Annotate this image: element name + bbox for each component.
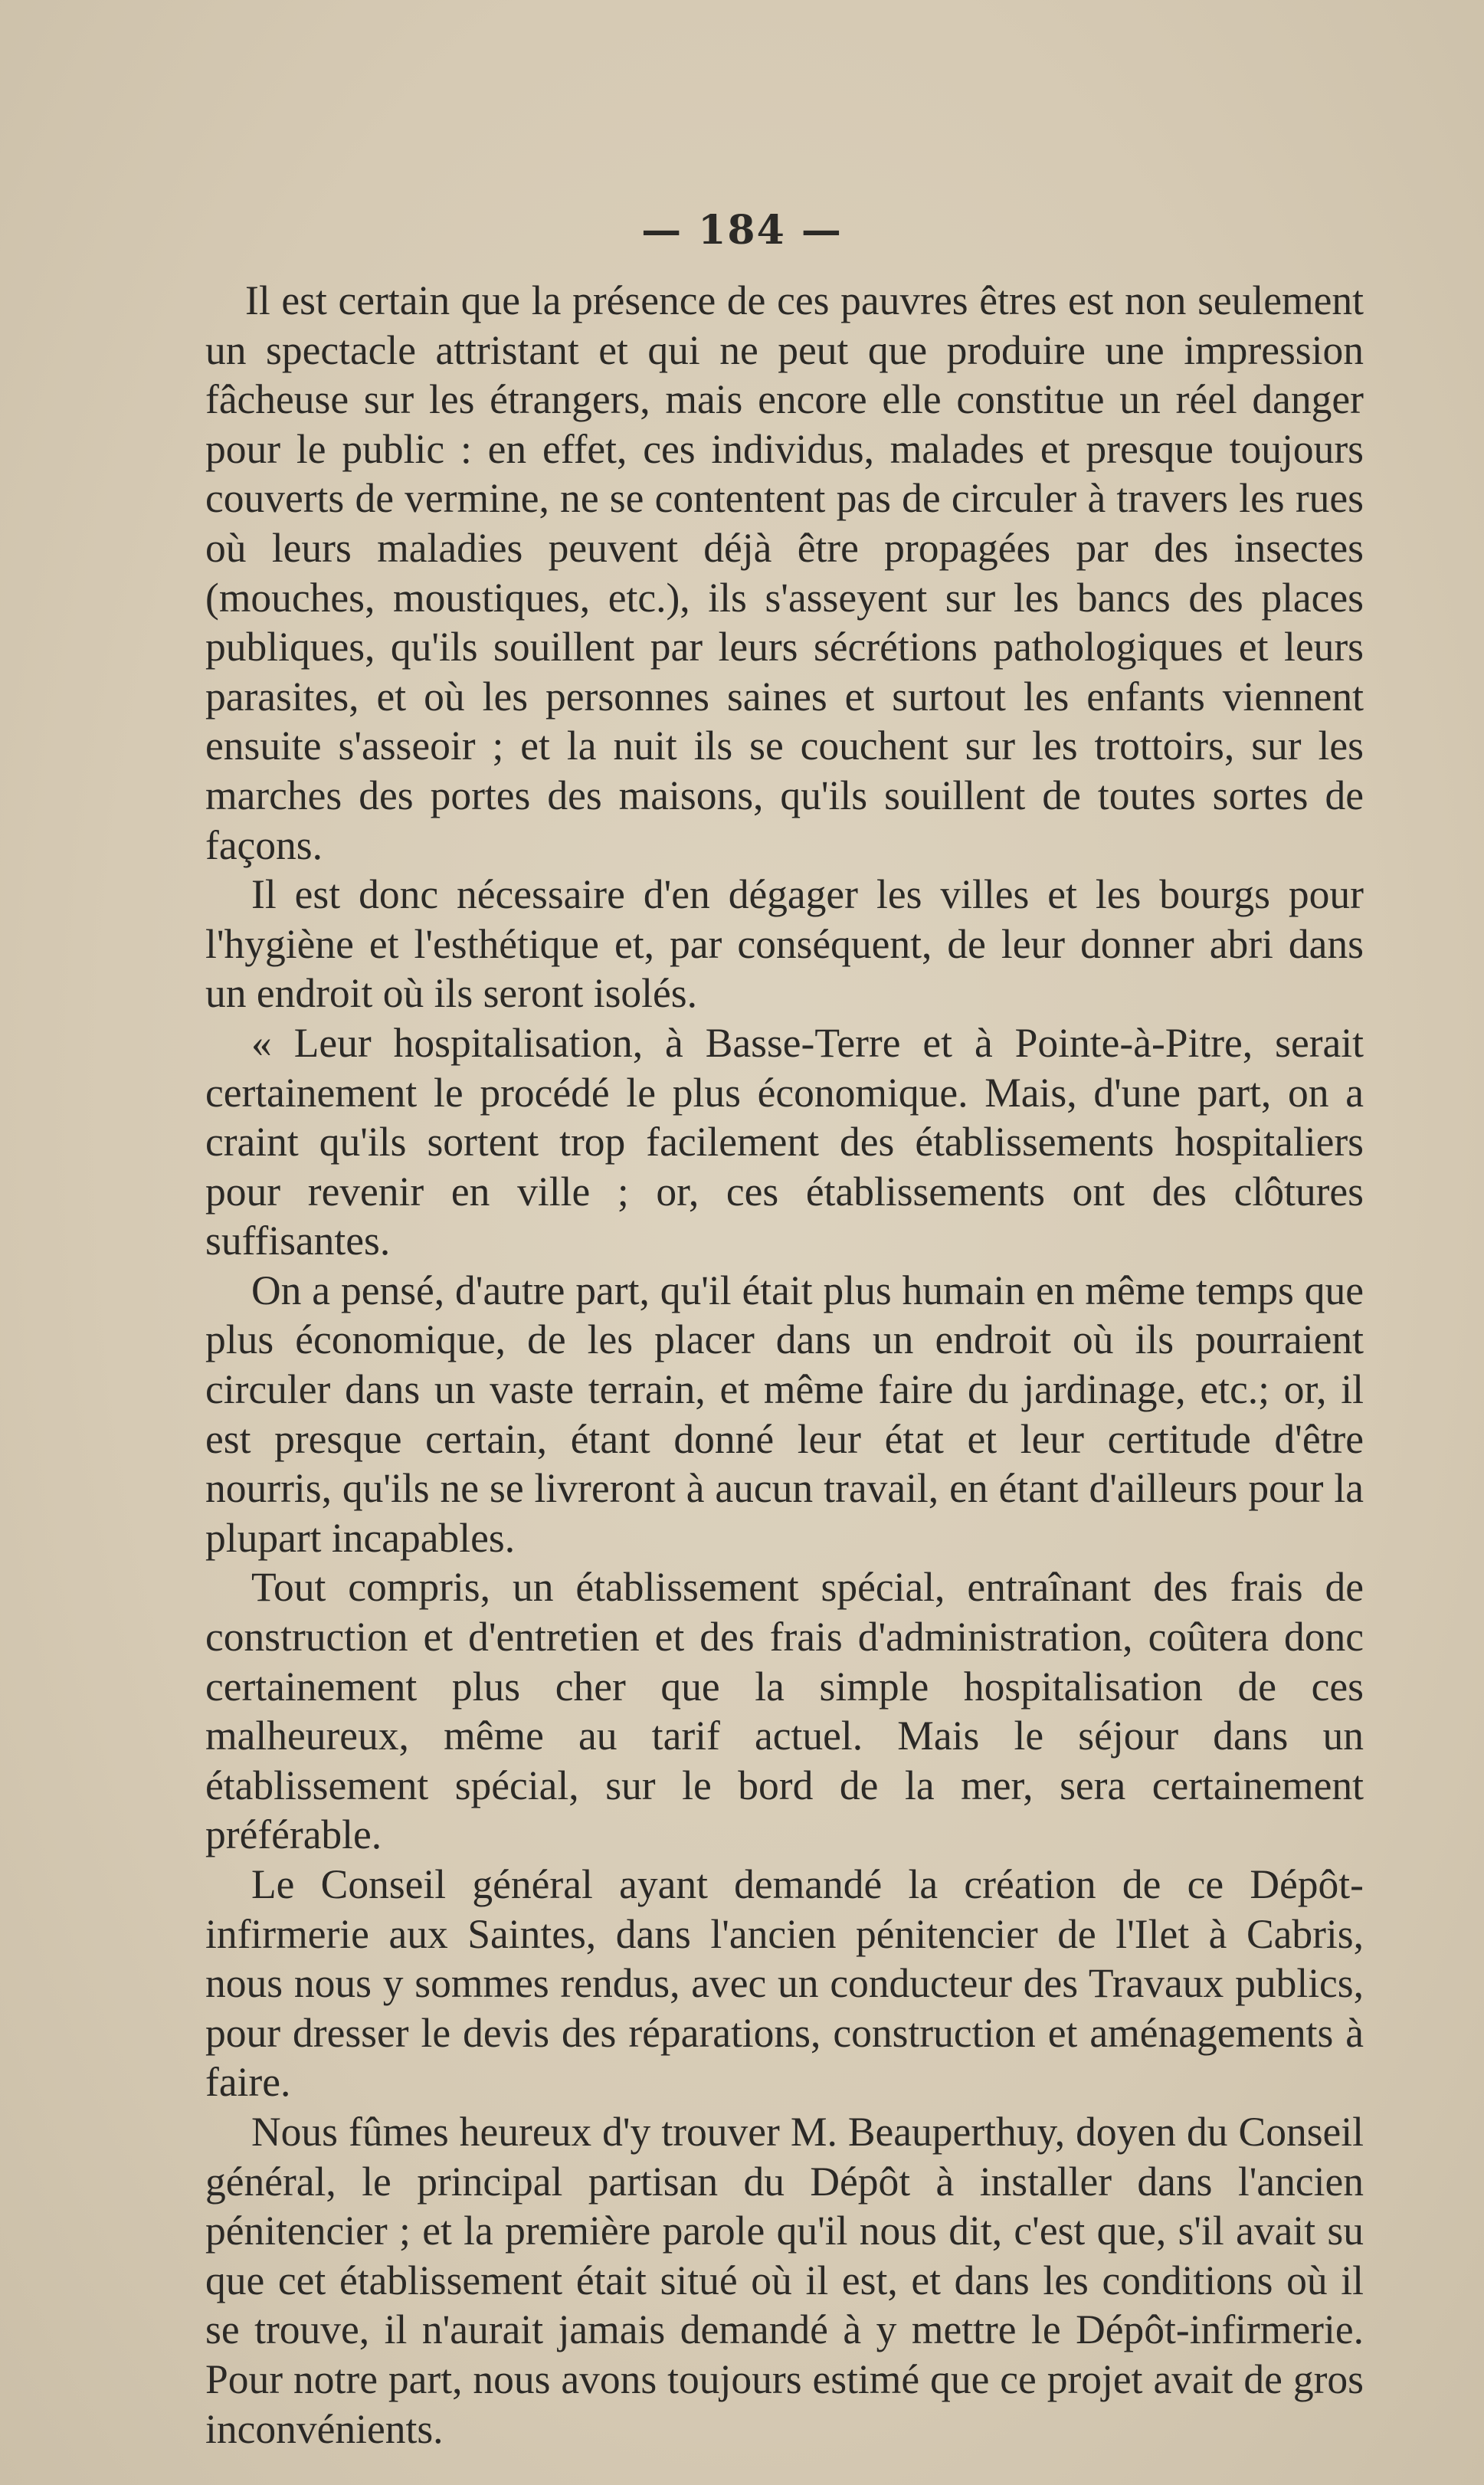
page-number: — 184 — [641, 207, 843, 254]
paragraph-4: On a pensé, d'autre part, qu'il était plus humain en même temps que plus économique, de les placer dans un endroit où ils pourraient circuler dans un vaste terrain, et même faire du jardinage, etc.; or, il est presque certain, étant donné leur état et leur certitude d'être nourris, qu'ils ne se livreront à aucun travail, en étant d'ailleurs pour la plupart incapables. [205, 1267, 1364, 1561]
paragraph-7: Nous fûmes heureux d'y trouver M. Beauperthuy, doyen du Conseil général, le principal partisan du Dépôt à installer dans l'ancien pénitencier ; et la première parole qu'il nous dit, c'est que, s'il avait su que cet établissement était situé où il est, et dans les conditions où il se trouve, il n'aurait jamais demandé à y mettre le Dépôt-infirmerie. Pour notre part, nous avons toujours estimé que ce projet avait de gros inconvénients. [205, 2108, 1364, 2452]
paragraph-6: Le Conseil général ayant demandé la création de ce Dépôt-infirmerie aux Saintes, dans l'ancien pénitencier de l'Ilet à Cabris, nous nous y sommes rendus, avec un conducteur des Travaux publics, pour dresser le devis des réparations, construction et aménagements à faire. [205, 1861, 1364, 2106]
paragraph-5: Tout compris, un établissement spécial, entraînant des frais de construction et d'entretien et des frais d'administration, coûtera donc certainement plus cher que la simple hospitalisation de ces malheureux, même au tarif actuel. Mais le séjour dans un établissement spécial, sur le bord de la mer, sera certainement préférable. [205, 1564, 1364, 1858]
paragraph-2: Il est donc nécessaire d'en dégager les villes et les bourgs pour l'hygiène et l'esthétique et, par conséquent, de leur donner abri dans un endroit où ils seront isolés. [205, 871, 1364, 1017]
paragraph-3: « Leur hospitalisation, à Basse-Terre et à Pointe-à-Pitre, serait certainement le procédé le plus économique. Mais, d'une part, on a craint qu'ils sortent trop facilement des établissements hospitaliers pour revenir en ville ; or, ces établissements ont des clôtures suffisantes. [205, 1019, 1364, 1264]
body-text [205, 276, 1364, 2454]
paragraph-1: Il est certain que la présence de ces pauvres êtres est non seulement un spectacle attristant et qui ne peut que produire une impression fâcheuse sur les étrangers, mais encore elle constitue un réel danger pour le public : en effet, ces individus, malades et presque toujours couverts de vermine, ne se contentent pas de circuler à travers les rues où leurs maladies peuvent déjà être propagées par des insectes (mouches, moustiques, etc.), ils s'asseyent sur les bancs des places publiques, qu'ils souillent par leurs sécrétions pathologiques et leurs parasites, et où les personnes saines et surtout les enfants viennent ensuite s'asseoir ; et la nuit ils se couchent sur les trottoirs, sur les marches des portes des maisons, qu'ils souillent de toutes sortes de façons. [205, 277, 1364, 868]
